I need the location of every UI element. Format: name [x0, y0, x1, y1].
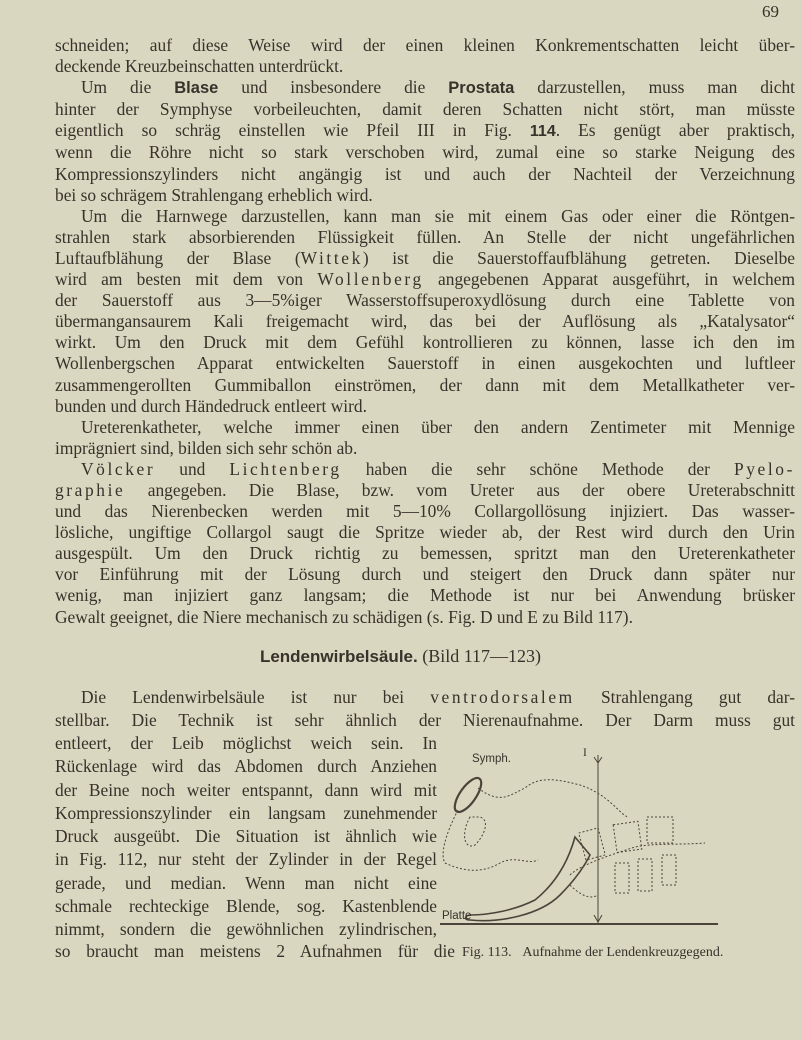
text-line [55, 290, 795, 311]
text-segment: . Es genügt aber praktisch, [555, 120, 795, 141]
foramen-outline [465, 817, 486, 846]
text-line [55, 269, 795, 290]
body-text-section-3 [55, 732, 437, 942]
text-segment: stellbar. Die Technik ist sehr ähnlich der Nierenaufnahme. Der Darm muss gut [55, 710, 795, 731]
text-line [55, 332, 795, 353]
figure-113-diagram [440, 747, 730, 945]
text-line [55, 353, 795, 374]
text-segment: übermangansaurem Kali freigemacht wird, das bei der Auflösung als „Katalysator“ [55, 311, 795, 332]
pelvis-outline [443, 810, 538, 870]
text-segment: Luftaufblähung der Blase ( [55, 247, 301, 268]
symphysis-outline [450, 774, 486, 816]
heading-title: Lendenwirbelsäule. [259, 647, 418, 666]
text-line [55, 185, 795, 206]
text-segment: bunden und durch Händedruck entleert wird. [55, 395, 367, 416]
bold-term: Prostata [448, 79, 515, 98]
text-line [55, 825, 437, 848]
text-line [55, 375, 795, 396]
text-segment: Um die Harnwege darzustellen, kann man sie mit einem Gas oder einer die Röntgen- [81, 205, 795, 226]
text-segment: angegeben. Die Blase, bzw. vom Ureter aus der obere Ureterabschnitt [125, 479, 795, 500]
body-text-final-line: so braucht man meistens 2 Aufnahmen für die [55, 941, 455, 961]
pelvis-outline [478, 780, 628, 817]
spaced-name: Pyelo- [733, 458, 795, 479]
vertebra-process-outline [615, 863, 629, 893]
text-line [55, 872, 437, 895]
text-line [55, 564, 795, 585]
text-line [55, 585, 795, 606]
text-segment: hinter der Symphyse vorbeileuchten, damit deren Schatten nicht stört, man müsste [55, 99, 795, 120]
vertebra-outline [579, 828, 606, 860]
page-number: 69 [762, 2, 779, 21]
vertebra-outline [647, 817, 673, 843]
text-segment: wenig, man injiziert ganz langsam; die Methode ist nur bei Anwendung brüsker [55, 585, 795, 606]
label-symph: Symph. [472, 753, 511, 765]
text-segment: und insbesondere die [218, 77, 449, 98]
text-line [55, 227, 795, 248]
coccyx-outline [570, 885, 598, 897]
text-line [55, 895, 437, 918]
text-segment: gerade, und median. Wenn man nicht eine [55, 872, 437, 893]
text-line [55, 206, 795, 227]
spaced-name: Völcker [81, 458, 156, 479]
text-segment: schmale rechteckige Blende, sog. Kastenblende [55, 896, 437, 917]
text-segment: strahlen stark absorbierenden Flüssigkeit füllen. An Stelle der nicht ungefährlichen [55, 226, 795, 247]
text-segment: ) ist die Sauerstoffaufblähung getreten. Dieselbe [362, 247, 795, 268]
text-segment: Die Lendenwirbelsäule ist nur bei [81, 687, 431, 707]
text-line [55, 480, 795, 501]
text-segment: zusammengerollten Gummiballon einströmen, der dann mit dem Metallkatheter ver- [55, 374, 795, 395]
text-segment: in Fig. 112, nur steht der Zylinder in der Regel [55, 849, 437, 870]
text-segment: der Beine noch weiter entspannt, dann wird mit [55, 779, 437, 800]
text-segment: Strahlengang gut dar- [574, 687, 795, 707]
caption-figure-number: Fig. 113. [462, 945, 512, 960]
text-line [55, 543, 795, 564]
text-line [55, 248, 795, 269]
text-segment: und [155, 458, 230, 479]
text-segment: eigentlich so schräg einstellen wie Pfeil III in Fig. [55, 120, 530, 141]
text-line [55, 417, 795, 438]
text-segment: Ureterenkatheter, welche immer einen über den andern Zentimeter mit Mennige [81, 416, 795, 437]
lumbosacral-diagram [440, 755, 730, 945]
text-segment: angegebenen Apparat ausgeführt, in welchem [423, 269, 795, 290]
spaced-name: Lichtenberg [229, 458, 342, 479]
text-line [55, 522, 795, 543]
text-line [55, 802, 437, 825]
body-text-section-1 [55, 35, 795, 628]
text-segment: Kompressionszylinder ein langsam zunehmender [55, 802, 437, 823]
vertebra-process-outline [662, 855, 676, 885]
text-line [55, 311, 795, 332]
text-segment: Um die [81, 77, 175, 98]
text-line [55, 142, 795, 163]
label-arrow-one: I [583, 747, 587, 759]
text-line [55, 35, 795, 56]
text-line [55, 779, 437, 802]
spaced-name: Wittek [300, 247, 363, 268]
text-line [55, 686, 795, 709]
text-segment: vor Einführung mit der Lösung durch und steigert den Druck dann später nur [55, 564, 795, 585]
text-segment: Druck ausgeübt. Die Situation ist ähnlich wie [55, 826, 437, 847]
heading-reference: (Bild 117—123) [422, 646, 542, 666]
text-segment: wenn die Röhre nicht so stark verschoben wird, zumal eine so starke Neigung des [55, 142, 795, 163]
text-segment: der Sauerstoff aus 3—5%iger Wasserstoffsuperoxydlösung durch eine Tablette von [55, 290, 795, 311]
text-line [55, 607, 795, 628]
text-line [55, 99, 795, 120]
text-segment: nimmt, sondern die gewöhnlichen zylindrischen, [55, 919, 437, 940]
text-segment: entleert, der Leib möglichst weich sein. In [55, 733, 437, 753]
text-segment: Kompressionszylinders nicht angängig ist und auch der Nachteil der Verzeichnung [55, 163, 795, 184]
text-line [55, 501, 795, 522]
text-line [55, 56, 795, 77]
label-platte: Platte [442, 910, 472, 922]
vertebra-outline [613, 821, 642, 852]
text-line [55, 709, 795, 732]
text-segment: Gewalt geeignet, die Niere mechanisch zu schädigen (s. Fig. D und E zu Bild 117). [55, 606, 633, 627]
text-line [55, 755, 437, 778]
text-segment: darzustellen, muss man dicht [514, 77, 796, 98]
caption-text: Aufnahme der Lendenkreuzgegend. [522, 945, 724, 960]
text-segment: schneiden; auf diese Weise wird der einen kleinen Konkrementschatten leicht über- [55, 35, 795, 55]
spaced-name: Wollenberg [317, 269, 424, 290]
text-segment: und das Nierenbecken werden mit 5—10% Collargollösung injiziert. Das wasser- [55, 501, 795, 522]
bold-term: Blase [174, 79, 219, 98]
text-line [55, 459, 795, 480]
text-line [55, 918, 437, 941]
text-segment: haben die sehr schöne Methode der [341, 458, 734, 479]
bold-term: 114 [529, 123, 556, 141]
text-segment: Wollenbergschen Apparat entwickelten Sauerstoff in einen ausgekochten und luftleer [55, 353, 795, 374]
body-text-section-2 [55, 686, 795, 733]
text-line [55, 438, 795, 459]
text-segment: imprägniert sind, bilden sich sehr schön ab. [55, 437, 358, 458]
text-line [55, 732, 437, 755]
spaced-name: ventrodorsalem [430, 687, 575, 707]
text-line [55, 164, 795, 185]
text-line [55, 120, 795, 142]
text-segment: Rückenlage wird das Abdomen durch Anziehen [55, 756, 437, 777]
text-segment: ausgespült. Um den Druck richtig zu bemessen, spritzt man den Ureterenkatheter [55, 543, 795, 564]
sacrum-outline [466, 837, 591, 921]
text-segment: bei so schrägem Strahlengang erheblich wird. [55, 184, 373, 205]
text-segment: wirkt. Um den Druck mit dem Gefühl kontrollieren zu können, lasse ich den im [55, 332, 795, 353]
text-segment: wird am besten mit dem von [55, 269, 318, 290]
section-heading [0, 646, 801, 667]
text-line [55, 77, 795, 99]
text-line [55, 848, 437, 871]
text-line [55, 396, 795, 417]
spaced-name: graphie [55, 479, 126, 500]
text-segment: deckende Kreuzbeinschatten unterdrückt. [55, 56, 344, 77]
text-segment: lösliche, ungiftige Collargol saugt die Spritze wieder ab, der Rest wird durch den Urin [55, 522, 795, 543]
figure-caption [462, 945, 723, 961]
vertebra-process-outline [638, 859, 652, 891]
